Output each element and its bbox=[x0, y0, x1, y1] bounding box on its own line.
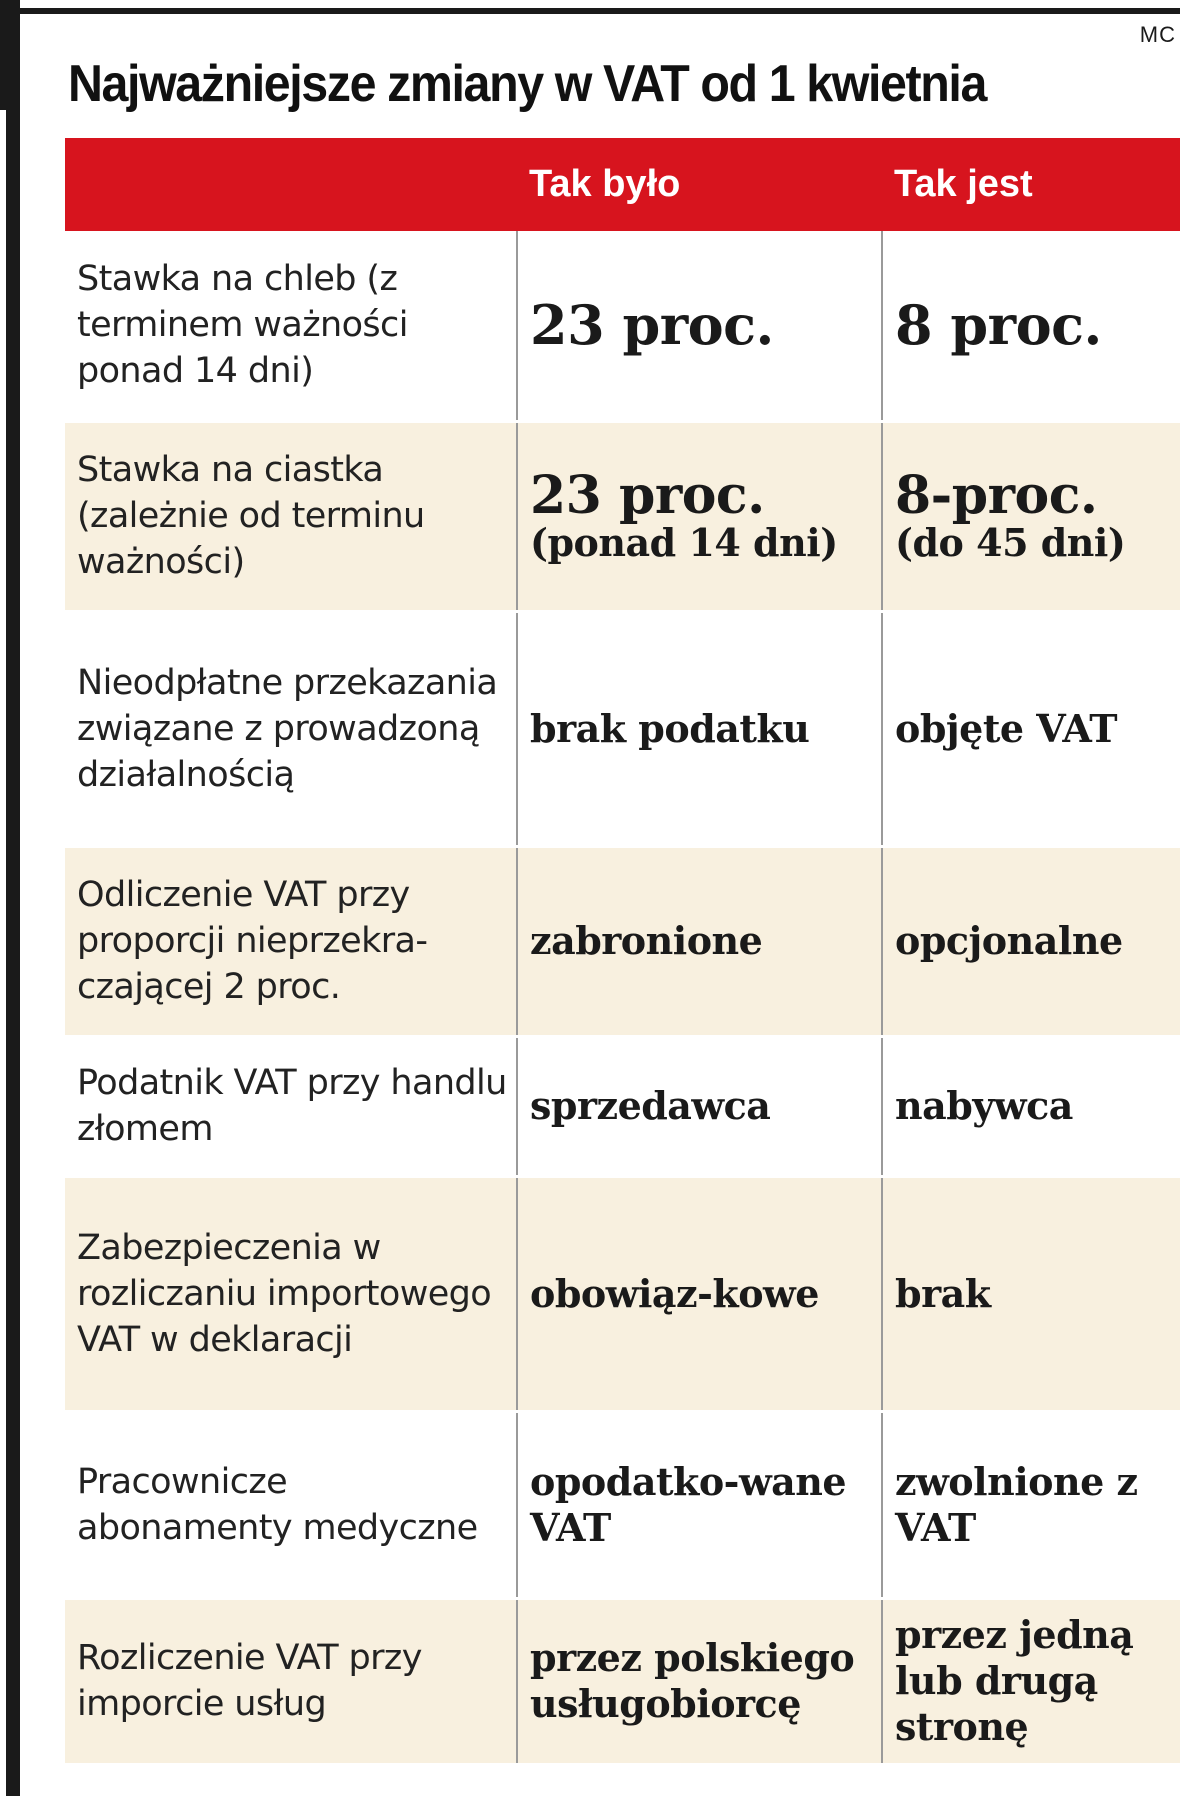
frame-left-rule bbox=[6, 0, 20, 1796]
value-before bbox=[517, 421, 882, 611]
value-before-main: 23 proc. bbox=[530, 465, 765, 526]
value-before: zabronione bbox=[517, 846, 882, 1036]
value-before: 23 proc. bbox=[517, 231, 882, 421]
value-before: opodatko-wane VAT bbox=[517, 1411, 882, 1598]
row-label: Odliczenie VAT przy proporcji nieprzekra-czającej 2 proc. bbox=[65, 846, 517, 1036]
value-before-sub: (ponad 14 dni) bbox=[530, 520, 838, 565]
value-after: przez jedną lub drugą stronę bbox=[882, 1598, 1180, 1763]
table-header-row bbox=[65, 138, 1180, 231]
value-after: nabywca bbox=[882, 1036, 1180, 1176]
table-row bbox=[65, 611, 1180, 846]
header-before: Tak było bbox=[529, 163, 681, 205]
row-label: Pracownicze abonamenty medyczne bbox=[65, 1411, 517, 1598]
row-label: Nieodpłatne przekazania związane z prowadzoną działalnością bbox=[65, 611, 517, 846]
table-row bbox=[65, 1411, 1180, 1598]
value-before: przez polskiego usługobiorcę bbox=[517, 1598, 882, 1763]
frame-top-rule bbox=[12, 8, 1180, 14]
value-after: opcjonalne bbox=[882, 846, 1180, 1036]
vat-changes-table bbox=[65, 138, 1180, 1763]
table-row bbox=[65, 1176, 1180, 1411]
value-after: objęte VAT bbox=[882, 611, 1180, 846]
table-row bbox=[65, 1036, 1180, 1176]
header-after: Tak jest bbox=[894, 163, 1033, 205]
value-before: obowiąz-kowe bbox=[517, 1176, 882, 1411]
row-label: Stawka na ciastka (zależnie od terminu ważności) bbox=[65, 421, 517, 611]
table-row bbox=[65, 421, 1180, 611]
table-row bbox=[65, 231, 1180, 421]
value-after: zwolnione z VAT bbox=[882, 1411, 1180, 1598]
row-label: Zabezpieczenia w rozliczaniu importowego VAT w deklaracji bbox=[65, 1176, 517, 1411]
author-credit: MC bbox=[1139, 22, 1176, 47]
row-label: Stawka na chleb (z terminem ważności ponad 14 dni) bbox=[77, 259, 408, 392]
value-before: sprzedawca bbox=[517, 1036, 882, 1176]
value-after: brak bbox=[882, 1176, 1180, 1411]
value-after-main: 8-proc. bbox=[895, 465, 1098, 526]
value-after bbox=[882, 421, 1180, 611]
value-after: 8 proc. bbox=[882, 231, 1180, 421]
page-title: Najważniejsze zmiany w VAT od 1 kwietnia bbox=[68, 55, 986, 113]
table-row bbox=[65, 846, 1180, 1036]
header-empty bbox=[65, 138, 517, 231]
value-before: brak podatku bbox=[517, 611, 882, 846]
row-label: Rozliczenie VAT przy imporcie usług bbox=[65, 1598, 517, 1763]
row-label: Podatnik VAT przy handlu złomem bbox=[65, 1036, 517, 1176]
table-row bbox=[65, 1598, 1180, 1763]
value-after-sub: (do 45 dni) bbox=[895, 520, 1126, 565]
